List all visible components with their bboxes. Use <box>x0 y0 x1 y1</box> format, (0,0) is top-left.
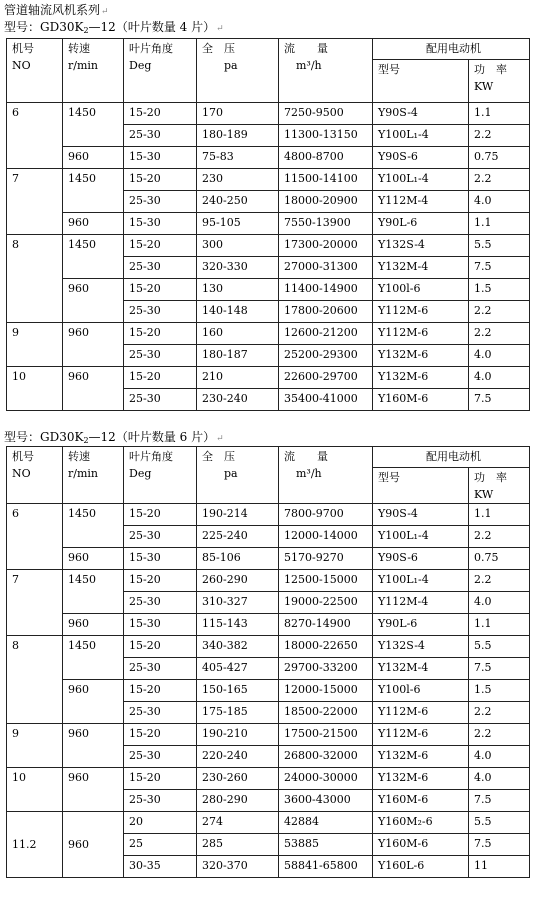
cell-motor-model: Y90L-6 <box>373 213 469 235</box>
cell-no: 11.2 <box>7 812 63 878</box>
cell-motor-model: Y90S-4 <box>373 504 469 526</box>
cell-flow: 7800-9700 <box>279 504 373 526</box>
cell-motor-model: Y160M-6 <box>373 834 469 856</box>
header-motor-model: 型号 <box>373 60 469 103</box>
cell-pressure: 150-165 <box>197 680 279 702</box>
cell-angle: 15-20 <box>124 680 197 702</box>
header-no: 机号 NO <box>7 447 63 504</box>
table1-model-heading <box>4 18 224 35</box>
cell-pressure: 75-83 <box>197 147 279 169</box>
cell-no: 7 <box>7 169 63 235</box>
cell-motor-model: Y100L₁-4 <box>373 169 469 191</box>
cell-flow: 17500-21500 <box>279 724 373 746</box>
cell-power: 4.0 <box>469 592 530 614</box>
cell-motor-model: Y112M-4 <box>373 592 469 614</box>
header-motor-model: 型号 <box>373 468 469 504</box>
cell-angle: 15-30 <box>124 213 197 235</box>
table-row <box>7 570 530 592</box>
cell-power: 11 <box>469 856 530 878</box>
cell-pressure: 140-148 <box>197 301 279 323</box>
cell-motor-model: Y90S-6 <box>373 548 469 570</box>
cell-speed: 1450 <box>63 235 124 279</box>
cell-power: 1.5 <box>469 680 530 702</box>
paragraph-mark: ↵ <box>216 24 224 34</box>
cell-pressure: 230-240 <box>197 389 279 411</box>
table-row <box>7 768 530 790</box>
cell-flow: 7250-9500 <box>279 103 373 125</box>
cell-angle: 15-20 <box>124 636 197 658</box>
cell-angle: 15-30 <box>124 147 197 169</box>
cell-power: 2.2 <box>469 570 530 592</box>
cell-angle: 25-30 <box>124 125 197 147</box>
table-row <box>7 680 530 702</box>
cell-motor-model: Y132S-4 <box>373 235 469 257</box>
cell-power: 4.0 <box>469 345 530 367</box>
cell-pressure: 180-187 <box>197 345 279 367</box>
cell-angle: 15-20 <box>124 323 197 345</box>
cell-flow: 58841-65800 <box>279 856 373 878</box>
header-pressure: 全 压 pa <box>197 447 279 504</box>
cell-power: 0.75 <box>469 548 530 570</box>
cell-speed: 960 <box>63 323 124 367</box>
cell-speed: 1450 <box>63 504 124 548</box>
cell-power: 5.5 <box>469 812 530 834</box>
cell-speed: 1450 <box>63 103 124 147</box>
table2-model-sub: 2 <box>83 436 89 445</box>
cell-speed: 960 <box>63 213 124 235</box>
cell-no: 9 <box>7 724 63 768</box>
cell-flow: 11300-13150 <box>279 125 373 147</box>
table2-model-prefix: 型号：GD30K <box>4 430 84 444</box>
cell-angle: 25-30 <box>124 592 197 614</box>
cell-pressure: 320-330 <box>197 257 279 279</box>
cell-pressure: 130 <box>197 279 279 301</box>
cell-power: 2.2 <box>469 125 530 147</box>
cell-pressure: 170 <box>197 103 279 125</box>
cell-motor-model: Y100l-6 <box>373 279 469 301</box>
table-row <box>7 614 530 636</box>
table-row <box>7 213 530 235</box>
cell-angle: 25-30 <box>124 191 197 213</box>
table1-body <box>7 103 530 411</box>
cell-speed: 960 <box>63 548 124 570</box>
cell-angle: 15-30 <box>124 548 197 570</box>
cell-pressure: 340-382 <box>197 636 279 658</box>
cell-flow: 17300-20000 <box>279 235 373 257</box>
cell-speed: 1450 <box>63 570 124 614</box>
table-header-row <box>7 447 530 468</box>
cell-motor-model: Y132M-6 <box>373 768 469 790</box>
table-row <box>7 169 530 191</box>
cell-pressure: 274 <box>197 812 279 834</box>
cell-angle: 15-20 <box>124 570 197 592</box>
cell-power: 1.1 <box>469 614 530 636</box>
table-row <box>7 548 530 570</box>
header-speed: 转速 r/min <box>63 447 124 504</box>
cell-power: 2.2 <box>469 323 530 345</box>
table-row <box>7 636 530 658</box>
cell-power: 1.1 <box>469 504 530 526</box>
cell-motor-model: Y132M-6 <box>373 345 469 367</box>
cell-pressure: 225-240 <box>197 526 279 548</box>
table-row <box>7 279 530 301</box>
cell-angle: 15-20 <box>124 724 197 746</box>
cell-motor-model: Y132S-4 <box>373 636 469 658</box>
cell-pressure: 320-370 <box>197 856 279 878</box>
cell-power: 5.5 <box>469 235 530 257</box>
cell-angle: 25-30 <box>124 345 197 367</box>
cell-flow: 18000-22650 <box>279 636 373 658</box>
cell-flow: 18500-22000 <box>279 702 373 724</box>
cell-no: 9 <box>7 323 63 367</box>
cell-angle: 15-20 <box>124 235 197 257</box>
table-row <box>7 103 530 125</box>
cell-flow: 53885 <box>279 834 373 856</box>
paragraph-mark: ↵ <box>101 7 109 17</box>
cell-no: 8 <box>7 636 63 724</box>
cell-no: 6 <box>7 103 63 169</box>
cell-flow: 11400-14900 <box>279 279 373 301</box>
cell-motor-model: Y112M-6 <box>373 301 469 323</box>
cell-speed: 1450 <box>63 636 124 680</box>
cell-pressure: 285 <box>197 834 279 856</box>
cell-motor-model: Y90L-6 <box>373 614 469 636</box>
paragraph-mark: ↵ <box>216 434 224 444</box>
cell-power: 2.2 <box>469 724 530 746</box>
cell-pressure: 280-290 <box>197 790 279 812</box>
cell-motor-model: Y160M-6 <box>373 389 469 411</box>
cell-motor-model: Y160M-6 <box>373 790 469 812</box>
cell-flow: 12000-15000 <box>279 680 373 702</box>
cell-power: 4.0 <box>469 768 530 790</box>
cell-no: 6 <box>7 504 63 570</box>
cell-flow: 19000-22500 <box>279 592 373 614</box>
cell-flow: 5170-9270 <box>279 548 373 570</box>
table-row <box>7 235 530 257</box>
cell-angle: 15-20 <box>124 768 197 790</box>
cell-motor-model: Y132M-4 <box>373 257 469 279</box>
cell-no: 10 <box>7 367 63 411</box>
cell-pressure: 210 <box>197 367 279 389</box>
cell-pressure: 95-105 <box>197 213 279 235</box>
cell-pressure: 260-290 <box>197 570 279 592</box>
cell-power: 7.5 <box>469 834 530 856</box>
table-row <box>7 504 530 526</box>
table-row <box>7 147 530 169</box>
cell-power: 2.2 <box>469 526 530 548</box>
header-angle: 叶片角度 Deg <box>124 447 197 504</box>
cell-pressure: 230-260 <box>197 768 279 790</box>
cell-motor-model: Y90S-6 <box>373 147 469 169</box>
table1-spec-table <box>6 38 530 411</box>
cell-angle: 25-30 <box>124 301 197 323</box>
header-no: 机号 NO <box>7 39 63 103</box>
cell-pressure: 405-427 <box>197 658 279 680</box>
cell-angle: 25-30 <box>124 526 197 548</box>
cell-angle: 20 <box>124 812 197 834</box>
cell-power: 1.1 <box>469 213 530 235</box>
cell-power: 2.2 <box>469 301 530 323</box>
cell-motor-model: Y112M-4 <box>373 191 469 213</box>
header-motor: 配用电动机 <box>373 39 530 60</box>
cell-flow: 3600-43000 <box>279 790 373 812</box>
table2-model-suffix: —12（叶片数量 6 片） <box>88 430 216 444</box>
cell-angle: 25 <box>124 834 197 856</box>
cell-speed: 960 <box>63 680 124 724</box>
cell-power: 1.1 <box>469 103 530 125</box>
header-motor: 配用电动机 <box>373 447 530 468</box>
cell-pressure: 220-240 <box>197 746 279 768</box>
table1-model-suffix: —12（叶片数量 4 片） <box>88 20 216 34</box>
cell-angle: 25-30 <box>124 389 197 411</box>
cell-power: 4.0 <box>469 367 530 389</box>
cell-motor-model: Y100l-6 <box>373 680 469 702</box>
table-header-row <box>7 39 530 60</box>
cell-angle: 25-30 <box>124 658 197 680</box>
cell-angle: 15-20 <box>124 169 197 191</box>
header-flow: 流 量 m³/h <box>279 447 373 504</box>
table1-model-sub: 2 <box>83 26 89 35</box>
table1-model-prefix: 型号：GD30K <box>4 20 84 34</box>
cell-motor-model: Y160M₂-6 <box>373 812 469 834</box>
header-power: 功 率 KW <box>469 60 530 103</box>
cell-motor-model: Y132M-4 <box>373 658 469 680</box>
cell-pressure: 190-214 <box>197 504 279 526</box>
cell-flow: 24000-30000 <box>279 768 373 790</box>
page-title-text: 管道轴流风机系列 <box>4 3 101 17</box>
cell-flow: 22600-29700 <box>279 367 373 389</box>
cell-angle: 15-20 <box>124 504 197 526</box>
cell-flow: 12000-14000 <box>279 526 373 548</box>
cell-motor-model: Y100L₁-4 <box>373 125 469 147</box>
cell-flow: 42884 <box>279 812 373 834</box>
cell-angle: 15-20 <box>124 367 197 389</box>
cell-flow: 8270-14900 <box>279 614 373 636</box>
cell-pressure: 240-250 <box>197 191 279 213</box>
cell-no: 8 <box>7 235 63 323</box>
cell-power: 2.2 <box>469 169 530 191</box>
table-row <box>7 724 530 746</box>
table-row <box>7 812 530 834</box>
cell-flow: 12600-21200 <box>279 323 373 345</box>
cell-flow: 18000-20900 <box>279 191 373 213</box>
cell-motor-model: Y132M-6 <box>373 367 469 389</box>
header-pressure: 全 压 pa <box>197 39 279 103</box>
cell-pressure: 180-189 <box>197 125 279 147</box>
cell-angle: 25-30 <box>124 746 197 768</box>
cell-power: 1.5 <box>469 279 530 301</box>
cell-pressure: 300 <box>197 235 279 257</box>
cell-motor-model: Y100L₁-4 <box>373 526 469 548</box>
cell-flow: 11500-14100 <box>279 169 373 191</box>
cell-power: 7.5 <box>469 389 530 411</box>
cell-pressure: 190-210 <box>197 724 279 746</box>
cell-power: 0.75 <box>469 147 530 169</box>
cell-flow: 17800-20600 <box>279 301 373 323</box>
header-flow: 流 量 m³/h <box>279 39 373 103</box>
cell-speed: 960 <box>63 768 124 812</box>
cell-power: 4.0 <box>469 191 530 213</box>
cell-flow: 26800-32000 <box>279 746 373 768</box>
table-row <box>7 367 530 389</box>
cell-pressure: 85-106 <box>197 548 279 570</box>
cell-no: 10 <box>7 768 63 812</box>
cell-pressure: 310-327 <box>197 592 279 614</box>
cell-angle: 25-30 <box>124 702 197 724</box>
cell-motor-model: Y160L-6 <box>373 856 469 878</box>
page-title <box>4 1 109 18</box>
cell-power: 4.0 <box>469 746 530 768</box>
cell-flow: 29700-33200 <box>279 658 373 680</box>
header-speed: 转速 r/min <box>63 39 124 103</box>
cell-no: 7 <box>7 570 63 636</box>
table-row <box>7 323 530 345</box>
cell-power: 7.5 <box>469 790 530 812</box>
cell-angle: 25-30 <box>124 257 197 279</box>
cell-motor-model: Y132M-6 <box>373 746 469 768</box>
cell-pressure: 175-185 <box>197 702 279 724</box>
cell-angle: 15-30 <box>124 614 197 636</box>
cell-pressure: 160 <box>197 323 279 345</box>
cell-flow: 35400-41000 <box>279 389 373 411</box>
cell-flow: 27000-31300 <box>279 257 373 279</box>
cell-angle: 25-30 <box>124 790 197 812</box>
cell-pressure: 115-143 <box>197 614 279 636</box>
cell-power: 2.2 <box>469 702 530 724</box>
cell-power: 7.5 <box>469 257 530 279</box>
cell-flow: 7550-13900 <box>279 213 373 235</box>
cell-pressure: 230 <box>197 169 279 191</box>
cell-angle: 15-20 <box>124 279 197 301</box>
table2-model-heading <box>4 428 224 445</box>
cell-speed: 960 <box>63 812 124 878</box>
cell-motor-model: Y112M-6 <box>373 702 469 724</box>
cell-motor-model: Y112M-6 <box>373 323 469 345</box>
table2-body <box>7 504 530 878</box>
cell-angle: 15-20 <box>124 103 197 125</box>
header-angle: 叶片角度 Deg <box>124 39 197 103</box>
cell-flow: 25200-29300 <box>279 345 373 367</box>
header-power: 功 率 KW <box>469 468 530 504</box>
cell-flow: 4800-8700 <box>279 147 373 169</box>
cell-speed: 960 <box>63 279 124 323</box>
cell-motor-model: Y100L₁-4 <box>373 570 469 592</box>
cell-power: 5.5 <box>469 636 530 658</box>
cell-motor-model: Y112M-6 <box>373 724 469 746</box>
cell-motor-model: Y90S-4 <box>373 103 469 125</box>
cell-angle: 30-35 <box>124 856 197 878</box>
cell-speed: 960 <box>63 367 124 411</box>
cell-speed: 1450 <box>63 169 124 213</box>
cell-speed: 960 <box>63 724 124 768</box>
table2-spec-table <box>6 446 530 878</box>
cell-speed: 960 <box>63 147 124 169</box>
cell-speed: 960 <box>63 614 124 636</box>
cell-power: 7.5 <box>469 658 530 680</box>
cell-flow: 12500-15000 <box>279 570 373 592</box>
